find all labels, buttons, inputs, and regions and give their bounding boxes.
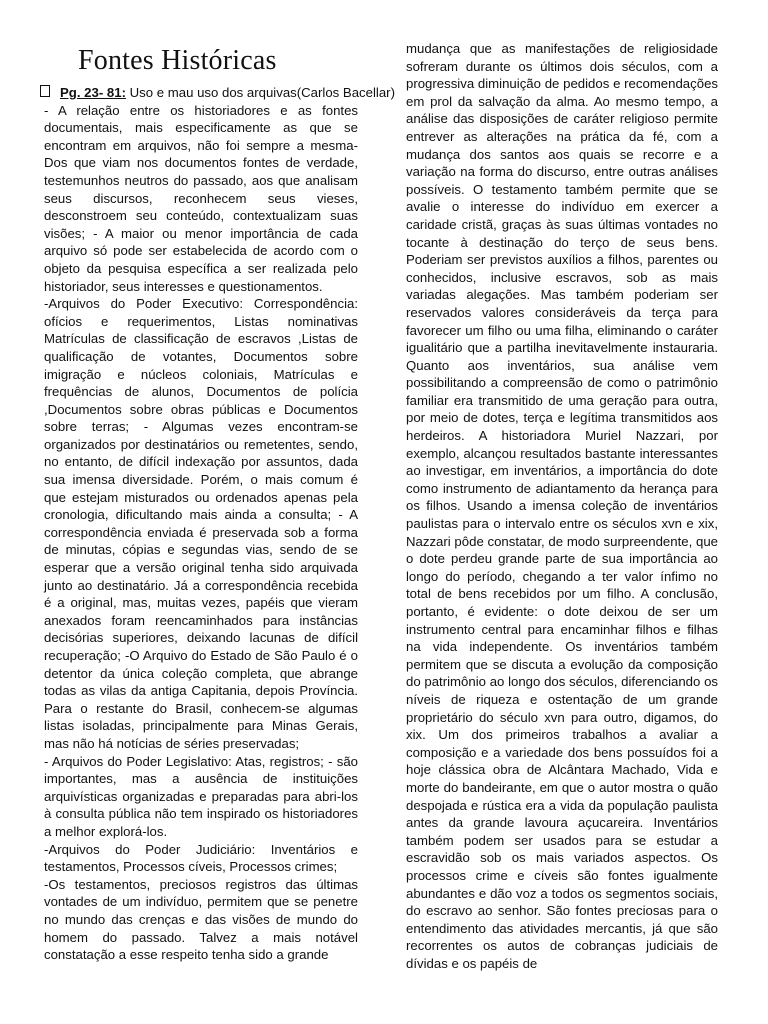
- paragraph: - A relação entre os historiadores e as fontes documentais, mais especificamente as que se encontram em arquivos, não foi sempre a mesma- Dos que viam nos documentos fontes de verdade, testemunhos neutros do passado, aos que analisam seus discursos, reconhecem seus vieses, desconstroem seu conteúdo, contextualizam suas visões; - A maior ou menor importância de cada arquivo só pode ser estabelecida de acordo com o objeto da pesquisa específica a ser realizada pelo historiador, seus interesses e questionamentos.: [44, 102, 358, 294]
- paragraph: mudança que as manifestações de religiosidade sofreram durante os últimos dois séculos, com a progressiva diminuição de pedidos e recomendações em prol da salvação da alma. Ao mesmo tempo, a análise das disposições de caráter religioso permite entrever as alterações na prática da fé, com a mudança dos santos aos quais se recorre e a variação na forma do discurso, entre outras análises possíveis. O testamento também permite que se avalie o interesse do indivíduo em exercer a caridade cristã, graças às suas últimas vontades no tocante à destinação do terço de seus bens. Poderiam ser previstos auxílios a filhos, parentes ou conhecidos, inclusive escravos, sob as mais variadas alegações. Mas também poderiam ser reservados valores consideráveis da terça para favorecer um filho ou uma filha, eliminando o caráter igualitário que a partilha inevitavelmente instauraria. Quanto aos inventários, sua análise vem possibilitando a compreensão de como o patrimônio familiar era transmitido de uma geração para outra, por meio de dotes, terça e legítima transmitidos aos herdeiros. A historiadora Muriel Nazzari, por exemplo, alcançou resultados bastante interessantes ao investigar, em inventários, a importância do dote como instrumento de adiantamento da herança para os filhos. Usando a imensa coleção de inventários paulistas para o intervalo entre os séculos xvn e xix, Nazzari pôde constatar, de modo surpreendente, que o dote perdeu grande parte de sua importância ao longo do período, chegando a ter valor ínfimo no total de bens recebidos por um filho. A conclusão, portanto, é evidente: o dote deixou de ser um instrumento central para encaminhar filhos e filhas na vida independente. Os inventários também permitem que se discuta a evolução da composição do patrimônio ao longo dos séculos, diferenciando os níveis de riqueza e ostentação de um grande proprietário do século xvn para outro, digamos, do xix. Um dos primeiros trabalhos a avaliar a composição e a variedade dos bens possuídos foi a hoje clássica obra de Alcântara Machado, Vida e morte do bandeirante, em que o autor mostra o quão despojada e rústica era a vida da população paulista antes da grande lavoura açucareira. Inventários também podem ser usados para se estudar a escravidão sob os mais variados aspectos. Os processos crime e cíveis são fontes igualmente abundantes e dão voz a todos os segmentos sociais, do escravo ao senhor. São fontes preciosas para o entendimento das atividades mercantis, já que são recorrentes os autos de cobranças judiciais de dívidas e os papéis de: [406, 41, 718, 971]
- paragraph: -Os testamentos, preciosos registros das últimas vontades de um indivíduo, permitem que se penetre no mundo das crenças e das visões de mundo do homem do passado. Talvez a mais notável constatação a esse respeito tenha sido a grande: [44, 876, 358, 963]
- page-title: Fontes Históricas: [78, 45, 277, 76]
- box-placeholder-icon: [40, 84, 52, 102]
- page-range-link[interactable]: Pg. 23- 81:: [60, 85, 126, 100]
- section-reference: [44, 84, 395, 102]
- paragraph: -Arquivos do Poder Executivo: Correspondência: ofícios e requerimentos, Listas nominativas Matrículas de classificação de escravos ,Listas de qualificação de votantes, Documentos sobre imigração e núcleos coloniais, Matrículas e frequências de alunos, Documentos de polícia ,Documentos sobre obras públicas e Documentos sobre terras; - Algumas vezes encontram-se organizados por destinatários ou remetentes, sendo, no entanto, de difícil indexação por assuntos, dada sua imensa diversidade. Porém, o mais comum é que estejam misturados ou ordenados apenas pela cronologia, dificultando mais ainda a consulta; - A correspondência enviada é preservada sob a forma de minutas, cópias e segundas vias, sendo de se esperar que a versão original tenha sido arquivada junto ao destinatário. Já a correspondência recebida é a original, mas, muitas vezes, papéis que vieram anexados foram reencaminhados para instâncias decisórias superiores, deixando lacunas de difícil recuperação; -O Arquivo do Estado de São Paulo é o detentor da única coleção completa, que abrange todas as vilas da antiga Capitania, depois Província. Para o restante do Brasil, conhecem-se algumas listas isoladas, principalmente para Minas Gerais, mas não há notícias de séries preservadas;: [44, 296, 358, 751]
- paragraph: - Arquivos do Poder Legislativo: Atas, registros; - são importantes, mas a ausência de instituições arquivísticas organizadas e preparadas para abri-los à consulta pública não tem inspirado os historiadores a melhor explorá-los.: [44, 753, 358, 839]
- left-column: [44, 0, 395, 1024]
- paragraph: -Arquivos do Poder Judiciário: Inventários e testamentos, Processos cíveis, Processos crimes;: [44, 841, 358, 875]
- right-column: [406, 40, 718, 1024]
- source-topic: Uso e mau uso dos arquivas(Carlos Bacellar): [125, 85, 395, 100]
